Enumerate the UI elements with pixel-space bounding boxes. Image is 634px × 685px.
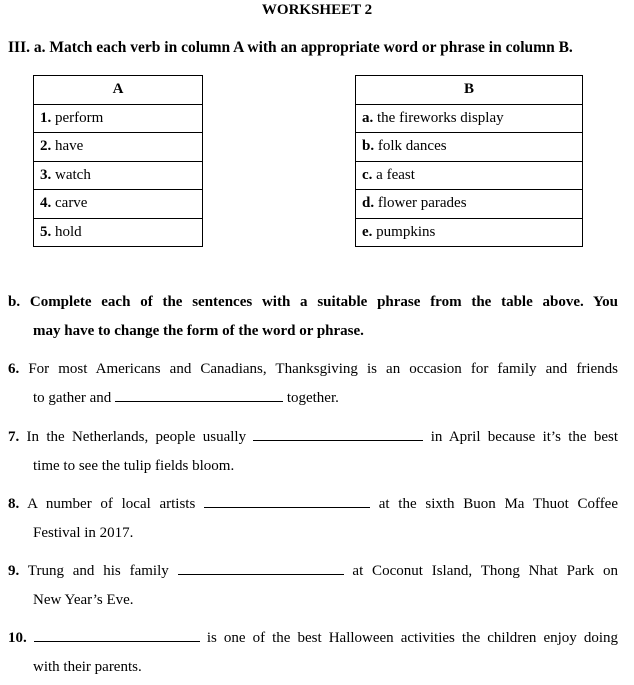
part-b-instructions: [8, 288, 618, 346]
column-a-item: 5. hold: [34, 218, 203, 247]
sentence-6: 6. For most Americans and Canadians, Thanksgiving is an occasion for family and friends to gather and together.: [8, 361, 618, 406]
column-a-item: 3. watch: [34, 161, 203, 190]
column-b-item: d. flower parades: [356, 190, 583, 219]
column-a-item: 1. perform: [34, 104, 203, 133]
sentence-7: 7. In the Netherlands, people usually in April because it’s the best time to see the tulip fields bloom.: [8, 429, 618, 474]
column-a-item: 4. carve: [34, 190, 203, 219]
answer-blank[interactable]: [253, 428, 423, 441]
worksheet-title: WORKSHEET 2: [261, 2, 373, 18]
sentence-10: 10. is one of the best Halloween activities the children enjoy doing with their parents.: [8, 630, 618, 675]
answer-blank[interactable]: [115, 389, 283, 402]
column-b-item: a. the fireworks display: [356, 104, 583, 133]
column-b-item: c. a feast: [356, 161, 583, 190]
part-b-line2: may have to change the form of the word or phrase.: [33, 323, 364, 339]
column-b-header: B: [356, 76, 583, 105]
column-b-table: [355, 75, 583, 247]
answer-blank[interactable]: [34, 629, 200, 642]
column-a-table: [33, 75, 203, 247]
part-b-line1: b. Complete each of the sentences with a suitable phrase from the table above. You: [8, 294, 618, 310]
column-b-item: b. folk dances: [356, 133, 583, 162]
column-a-header: A: [34, 76, 203, 105]
answer-blank[interactable]: [204, 495, 370, 508]
answer-blank[interactable]: [178, 562, 344, 575]
sentence-9: 9. Trung and his family at Coconut Island, Thong Nhat Park on New Year’s Eve.: [8, 563, 618, 608]
column-a-item: 2. have: [34, 133, 203, 162]
sentence-8: 8. A number of local artists at the sixth Buon Ma Thuot Coffee Festival in 2017.: [8, 496, 618, 541]
part-a-heading: III. a. Match each verb in column A with an appropriate word or phrase in column B.: [8, 39, 573, 56]
column-b-item: e. pumpkins: [356, 218, 583, 247]
